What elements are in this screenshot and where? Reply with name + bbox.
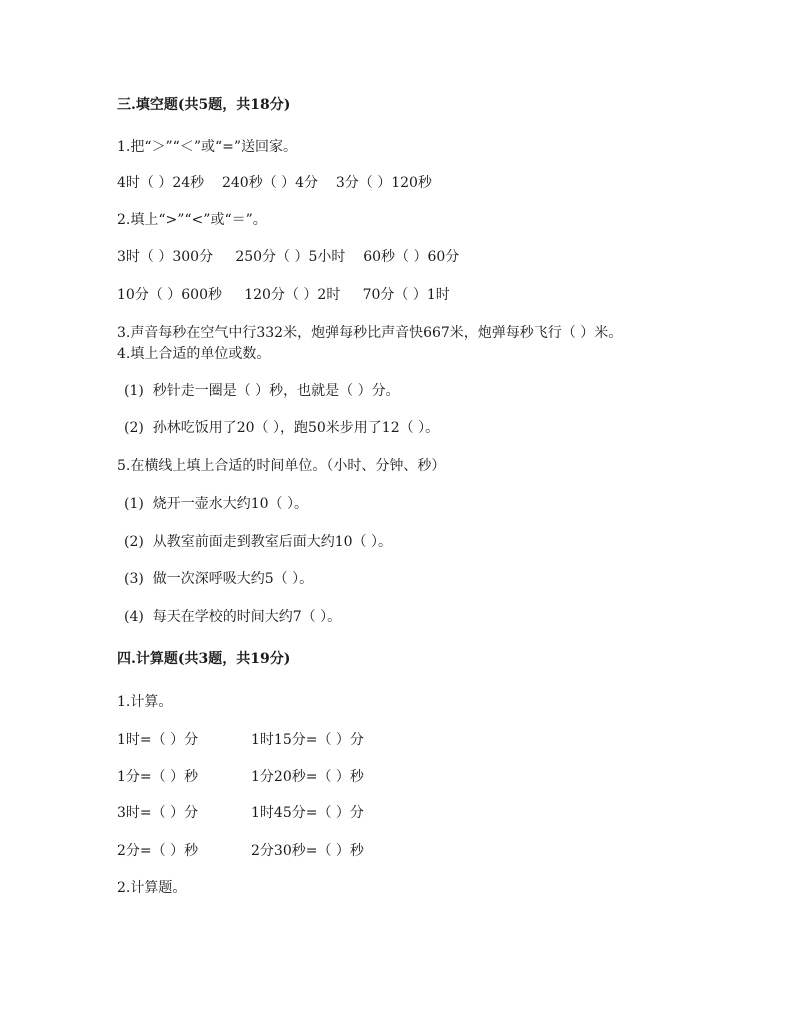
question-5-item: (3) 做一次深呼吸大约5（ ）。 <box>124 571 314 587</box>
calc-row-left: 1分=（ ）秒 <box>117 769 199 785</box>
calc-row-left: 2分=（ ）秒 <box>117 843 199 859</box>
question-3-prompt: 3.声音每秒在空气中行332米，炮弹每秒比声音快667米，炮弹每秒飞行（ ）米。 <box>117 325 623 341</box>
calc-row-right: 1分20秒=（ ）秒 <box>251 769 364 785</box>
calc-row-left: 3时=（ ）分 <box>117 805 199 821</box>
calc-row-left: 1时=（ ）分 <box>117 732 199 748</box>
question-5-prompt: 5.在横线上填上合适的时间单位。（小时、分钟、秒） <box>117 458 446 474</box>
question-1-items: 4时（ ）24秒 240秒（ ）4分 3分（ ）120秒 <box>117 175 432 191</box>
question-4-item: (1) 秒针走一圈是（ ）秒，也就是（ ）分。 <box>124 383 400 399</box>
question-2-prompt: 2.填上“>”“<”或“＝”。 <box>117 212 267 228</box>
calc-row-right: 1时15分=（ ）分 <box>251 732 364 748</box>
question-2-row-1: 3时（ ）300分 250分（ ）5小时 60秒（ ）60分 <box>117 249 460 265</box>
question-1-prompt: 1.把“＞”“＜”或“=”送回家。 <box>117 139 298 155</box>
section-heading-fill-in: 三.填空题(共5题，共18分) <box>117 97 291 113</box>
question-4-prompt: 4.填上合适的单位或数。 <box>117 346 271 362</box>
question-4-item: (2) 孙林吃饭用了20（ ），跑50米步用了12（ ）。 <box>124 420 440 436</box>
calc-row-right: 2分30秒=（ ）秒 <box>251 843 364 859</box>
question-2-row-2: 10分（ ）600秒 120分（ ）2时 70分（ ）1时 <box>117 287 450 303</box>
question-5-item: (2) 从教室前面走到教室后面大约10（ ）。 <box>124 534 392 550</box>
question-5-item: (4) 每天在学校的时间大约7（ ）。 <box>124 609 342 625</box>
calc-row-right: 1时45分=（ ）分 <box>251 805 364 821</box>
question-5-item: (1) 烧开一壶水大约10（ ）。 <box>124 496 308 512</box>
section-heading-calculation: 四.计算题(共3题，共19分) <box>117 651 291 667</box>
calc-question-2-prompt: 2.计算题。 <box>117 880 187 896</box>
calc-question-1-prompt: 1.计算。 <box>117 694 173 710</box>
